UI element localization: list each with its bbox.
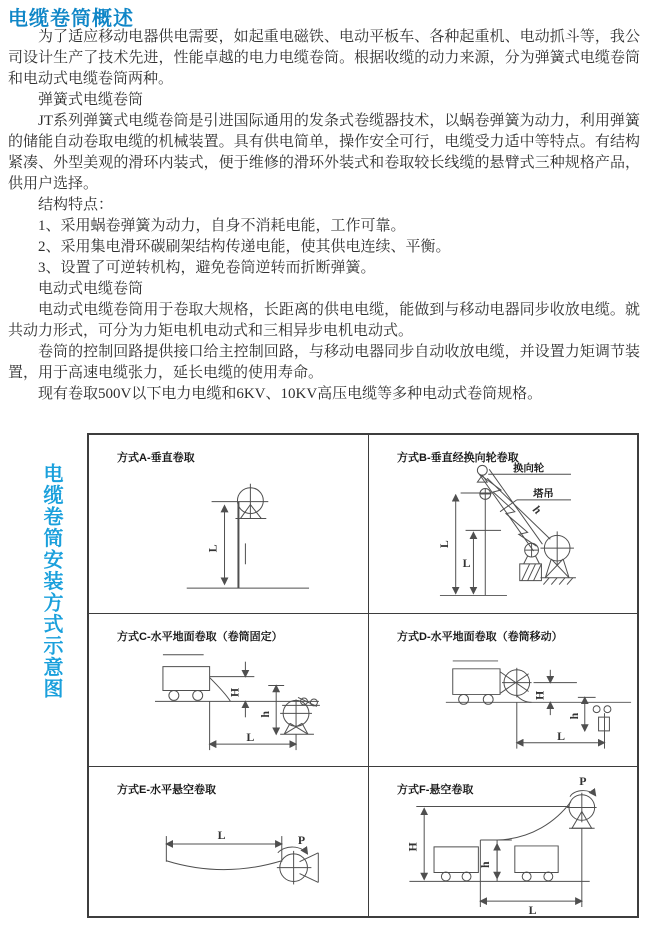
panel-b-drawing [440,465,576,595]
panel-f-dim-h: h [478,861,493,868]
panel-b-dim-h: h [530,502,545,518]
panel-f-dim-L: L [528,902,537,916]
page-title: 电缆卷筒概述 [8,8,134,30]
panel-d-dim-H: H [532,690,547,701]
panel-b-crane-label: 塔吊 [533,488,554,500]
panel-c-dim-H: H [227,687,242,698]
installation-figure-table [87,433,639,918]
panel-a [89,435,369,614]
panel-f [369,767,637,916]
panel-c [89,614,369,767]
panel-b [369,435,637,614]
panel-c-title: 方式C-水平地面卷取（卷筒固定） [117,631,283,643]
panel-e-title: 方式E-水平悬空卷取 [117,784,216,796]
panel-a-dim-L: L [205,544,220,553]
panel-d-title: 方式D-水平地面卷取（卷筒移动） [397,631,563,643]
figure-side-caption: 电缆卷筒安装方式示意图 [40,463,62,700]
panel-b-pulley-label: 换向轮 [513,463,545,475]
panel-f-dim-H: H [405,842,420,852]
paragraph-feature-3: 3、设置了可逆转机构，避免卷筒逆转而折断弹簧。 [38,260,376,276]
panel-e-dim-L: L [217,828,226,843]
paragraph-motor-desc: 电动式电缆卷筒用于卷取大规格，长距离的供电电缆，能做到与移动电器同步收放电缆。就共动力形式，可分为力矩电机电动式和三相异步电机电动式。 [8,302,640,339]
panel-e-dim-P: P [297,832,306,847]
paragraph-specs: 现有卷取500V以下电力电缆和6KV、10KV高压电缆等多种电动式卷筒规格。 [38,386,543,402]
panel-c-dim-L: L [246,730,255,745]
panel-d-dim-L: L [557,728,566,743]
panel-f-drawing [409,791,596,907]
panel-b-dim-L-outer: L [436,540,451,549]
panel-b-dim-L-inner: L [462,555,471,570]
panel-f-title: 方式F-悬空卷取 [397,784,474,796]
paragraph-spring-heading: 弹簧式电缆卷筒 [38,92,144,108]
paragraph-intro: 为了适应移动电器供电需要，如起重电磁铁、电动平板车、各种起重机、电动抓斗等，我公司设计生产了技术先进，性能卓越的电力电缆卷筒。根据收缆的动力来源，分为弹簧式电缆卷筒和电动式电缆卷筒两种。 [8,29,640,87]
paragraph-control-desc: 卷筒的控制回路提供接口给主控制回路，与移动电器同步自动收放电缆，并设置力矩调节装置，用于高速电缆张力，延长电缆的使用寿命。 [8,344,640,381]
panel-b-title: 方式B-垂直经换向轮卷取 [397,452,519,464]
paragraph-spring-desc: JT系列弹簧式电缆卷筒是引进国际通用的发条式卷缆器技术，以蜗卷弹簧为动力，利用弹簧的储能自动卷取电缆的机械装置。具有供电简单，操作安全可行，电缆受力适中等特点。有结构紧凑、外型美观的滑环内装式，便于维修的滑环外装式和卷取较长线缆的悬臂式三种规格产品，供用户选择。 [8,113,640,192]
panel-e-drawing [166,836,318,884]
panel-a-drawing [187,484,309,588]
panel-e [89,767,369,916]
panel-c-dim-h: h [258,711,273,718]
panel-c-drawing [155,655,320,750]
panel-d [369,614,637,767]
paragraph-features-heading: 结构特点： [38,197,114,213]
panel-d-drawing [446,661,631,749]
panel-f-dim-P: P [579,773,587,788]
paragraph-feature-1: 1、采用蜗卷弹簧为动力，自身不消耗电能，工作可靠。 [38,218,406,234]
panel-d-dim-h: h [566,712,581,720]
paragraph-motor-heading: 电动式电缆卷筒 [38,281,144,297]
paragraph-feature-2: 2、采用集电滑环碳刷架结构传递电能，使其供电连续、平衡。 [38,239,451,255]
panel-a-title: 方式A-垂直卷取 [117,452,195,464]
body-text [8,27,640,405]
